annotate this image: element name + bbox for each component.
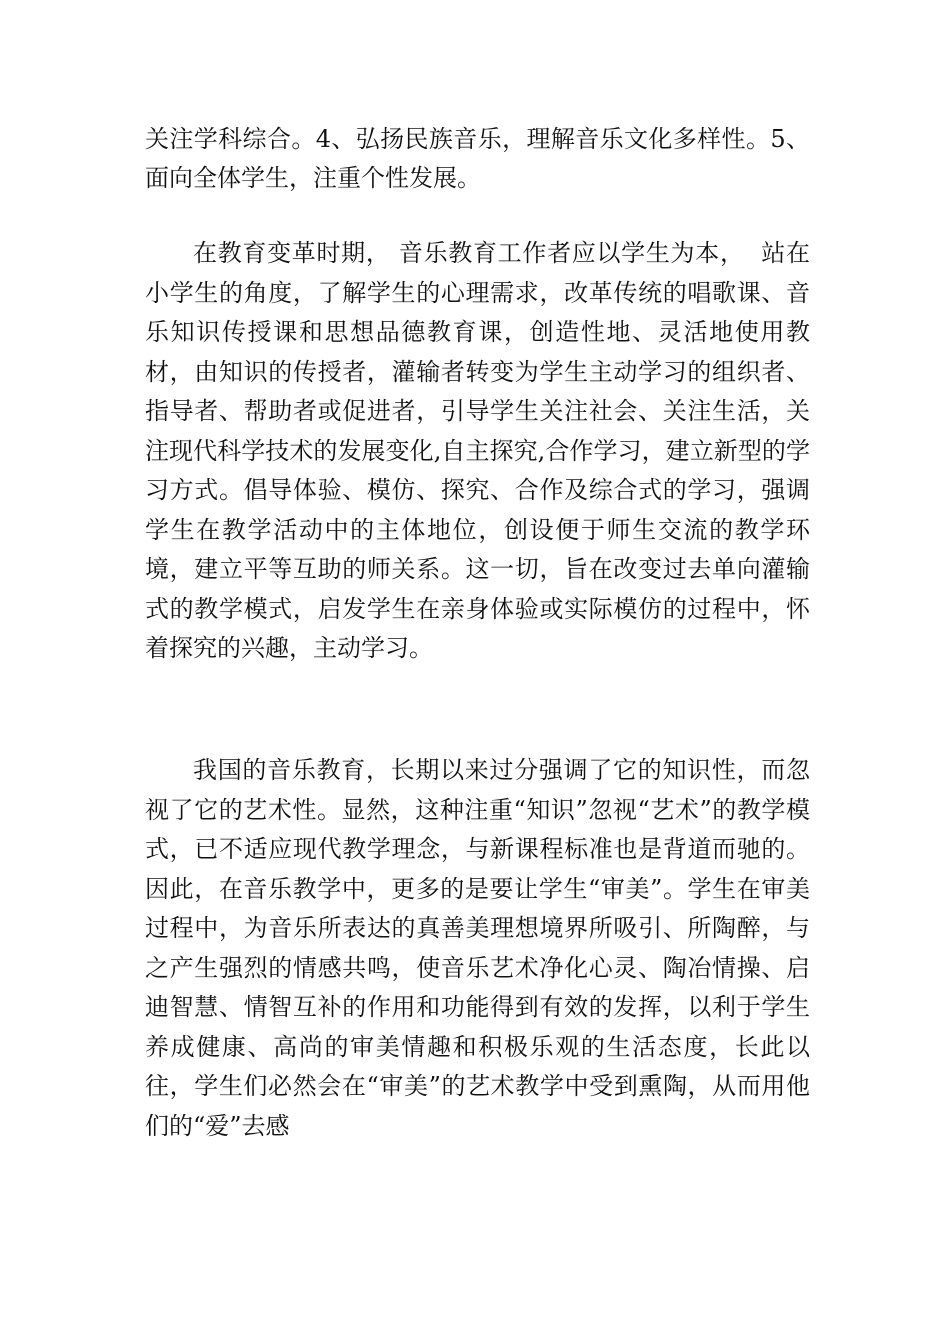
paragraph-1 bbox=[145, 120, 810, 198]
paragraph-2 bbox=[145, 234, 810, 669]
paragraph-1-text: 关注学科综合。4、弘扬民族音乐，理解音乐文化多样性。5、面向全体学生，注重个性发展。 bbox=[145, 125, 810, 192]
paragraph-2-text: 在教育变革时期， 音乐教育工作者应以学生为本， 站在小学生的角度，了解学生的心理需求，改革传统的唱歌课、音乐知识传授课和思想品德教育课，创造性地、灵活地使用教材，由知识的传授者，灌输者转变为学生主动学习的组织者、指导者、帮助者或促进者，引导学生关注社会、关注生活，关注现代科学技术的发展变化,自主探究,合作学习，建立新型的学习方式。倡导体验、模仿、探究、合作及综合式的学习，强调学生在教学活动中的主体地位，创设便于师生交流的教学环境，建立平等互助的师关系。这一切，旨在改变过去单向灌输式的教学模式，启发学生在亲身体验或实际模仿的过程中，怀着探究的兴趣，主动学习。 bbox=[145, 239, 810, 662]
paragraph-3-text: 我国的音乐教育，长期以来过分强调了它的知识性，而忽视了它的艺术性。显然，这种注重“知识”忽视“艺术”的教学模式，已不适应现代教学理念，与新课程标准也是背道而驰的。因此，在音乐教学中，更多的是要让学生“审美”。学生在审美过程中，为音乐所表达的真善美理想境界所吸引、所陶醉，与之产生强烈的情感共鸣，使音乐艺术净化心灵、陶冶情操、启迪智慧、情智互补的作用和功能得到有效的发挥，以利于学生养成健康、高尚的审美情趣和积极乐观的生活态度，长此以往，学生们必然会在“审美”的艺术教学中受到熏陶，从而用他们的“爱”去感 bbox=[145, 756, 810, 1140]
paragraph-3 bbox=[145, 751, 810, 1146]
